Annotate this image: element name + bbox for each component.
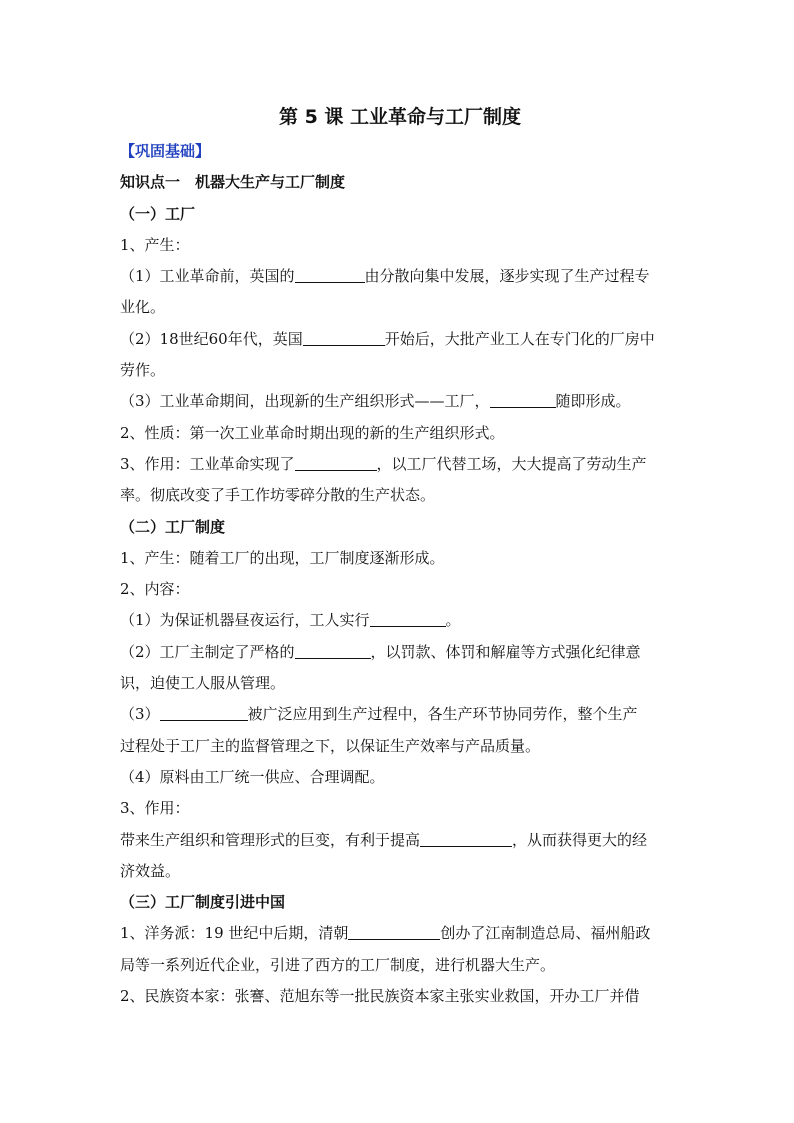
subsection-heading-china: （三）工厂制度引进中国 [120, 893, 286, 912]
text-line: 3、作用： [120, 799, 190, 818]
fill-blank[interactable] [295, 643, 371, 659]
text-line: 1、洋务派：19 世纪中后期，清朝 创办了江南制造总局、福州船政 [120, 924, 651, 943]
fill-blank[interactable] [295, 455, 377, 471]
text-line: （4）原料由工厂统一供应、合理调配。 [120, 767, 385, 786]
text-line: （2）18世纪60年代，英国 开始后，大批产业工人在专门化的厂房中 [120, 329, 655, 348]
text-line: 3、作用：工业革命实现了 ，以工厂代替工场，大大提高了劳动生产 [120, 454, 647, 473]
text-line: 济效益。 [120, 861, 181, 880]
text-line: 识，迫使工人服从管理。 [120, 674, 286, 693]
fill-blank[interactable] [420, 831, 512, 847]
text-line: 2、内容： [120, 580, 190, 599]
text-line: 2、性质：第一次工业革命时期出现的新的生产组织形式。 [120, 423, 505, 442]
text-line: 1、产生：随着工厂的出现，工厂制度逐渐形成。 [120, 548, 445, 567]
subsection-heading-factory-system: （二）工厂制度 [120, 517, 226, 536]
fill-blank[interactable] [295, 267, 365, 283]
text-line: （3）工业革命期间，出现新的生产组织形式——工厂， 随即形成。 [120, 392, 631, 411]
text-line: 过程处于工厂主的监督管理之下，以保证生产效率与产品质量。 [120, 736, 541, 755]
text-line: （1）工业革命前，英国的 由分散向集中发展，逐步实现了生产过程专 [120, 267, 650, 286]
text-line: 率。彻底改变了手工作坊零碎分散的生产状态。 [120, 486, 436, 505]
page-title: 第 5 课 工业革命与工厂制度 [278, 106, 522, 128]
fill-blank[interactable] [348, 924, 440, 940]
section-tag: 【巩固基础】 [120, 142, 211, 160]
text-line: 劳作。 [120, 361, 166, 380]
text-line: 2、民族资本家：张謇、范旭东等一批民族资本家主张实业救国，开办工厂并借 [120, 987, 640, 1006]
text-line: （1）为保证机器昼夜运行，工人实行 。 [120, 611, 461, 630]
fill-blank[interactable] [370, 611, 446, 627]
text-line: （2）工厂主制定了严格的 ，以罚款、体罚和解雇等方式强化纪律意 [120, 642, 641, 661]
document-page [120, 100, 680, 1012]
fill-blank[interactable] [490, 392, 556, 408]
text-line: 带来生产组织和管理形式的巨变，有利于提高 ，从而获得更大的经 [120, 830, 648, 849]
knowledge-point-heading: 知识点一 机器大生产与工厂制度 [120, 173, 346, 192]
fill-blank[interactable] [303, 330, 385, 346]
text-line: 局等一系列近代企业，引进了西方的工厂制度，进行机器大生产。 [120, 955, 556, 974]
subsection-heading-factory: （一）工厂 [120, 204, 196, 223]
text-line: 业化。 [120, 298, 166, 317]
fill-blank[interactable] [160, 705, 248, 721]
text-line: 1、产生： [120, 235, 190, 254]
text-line: （3） 被广泛应用到生产过程中，各生产环节协同劳作，整个生产 [120, 705, 638, 724]
